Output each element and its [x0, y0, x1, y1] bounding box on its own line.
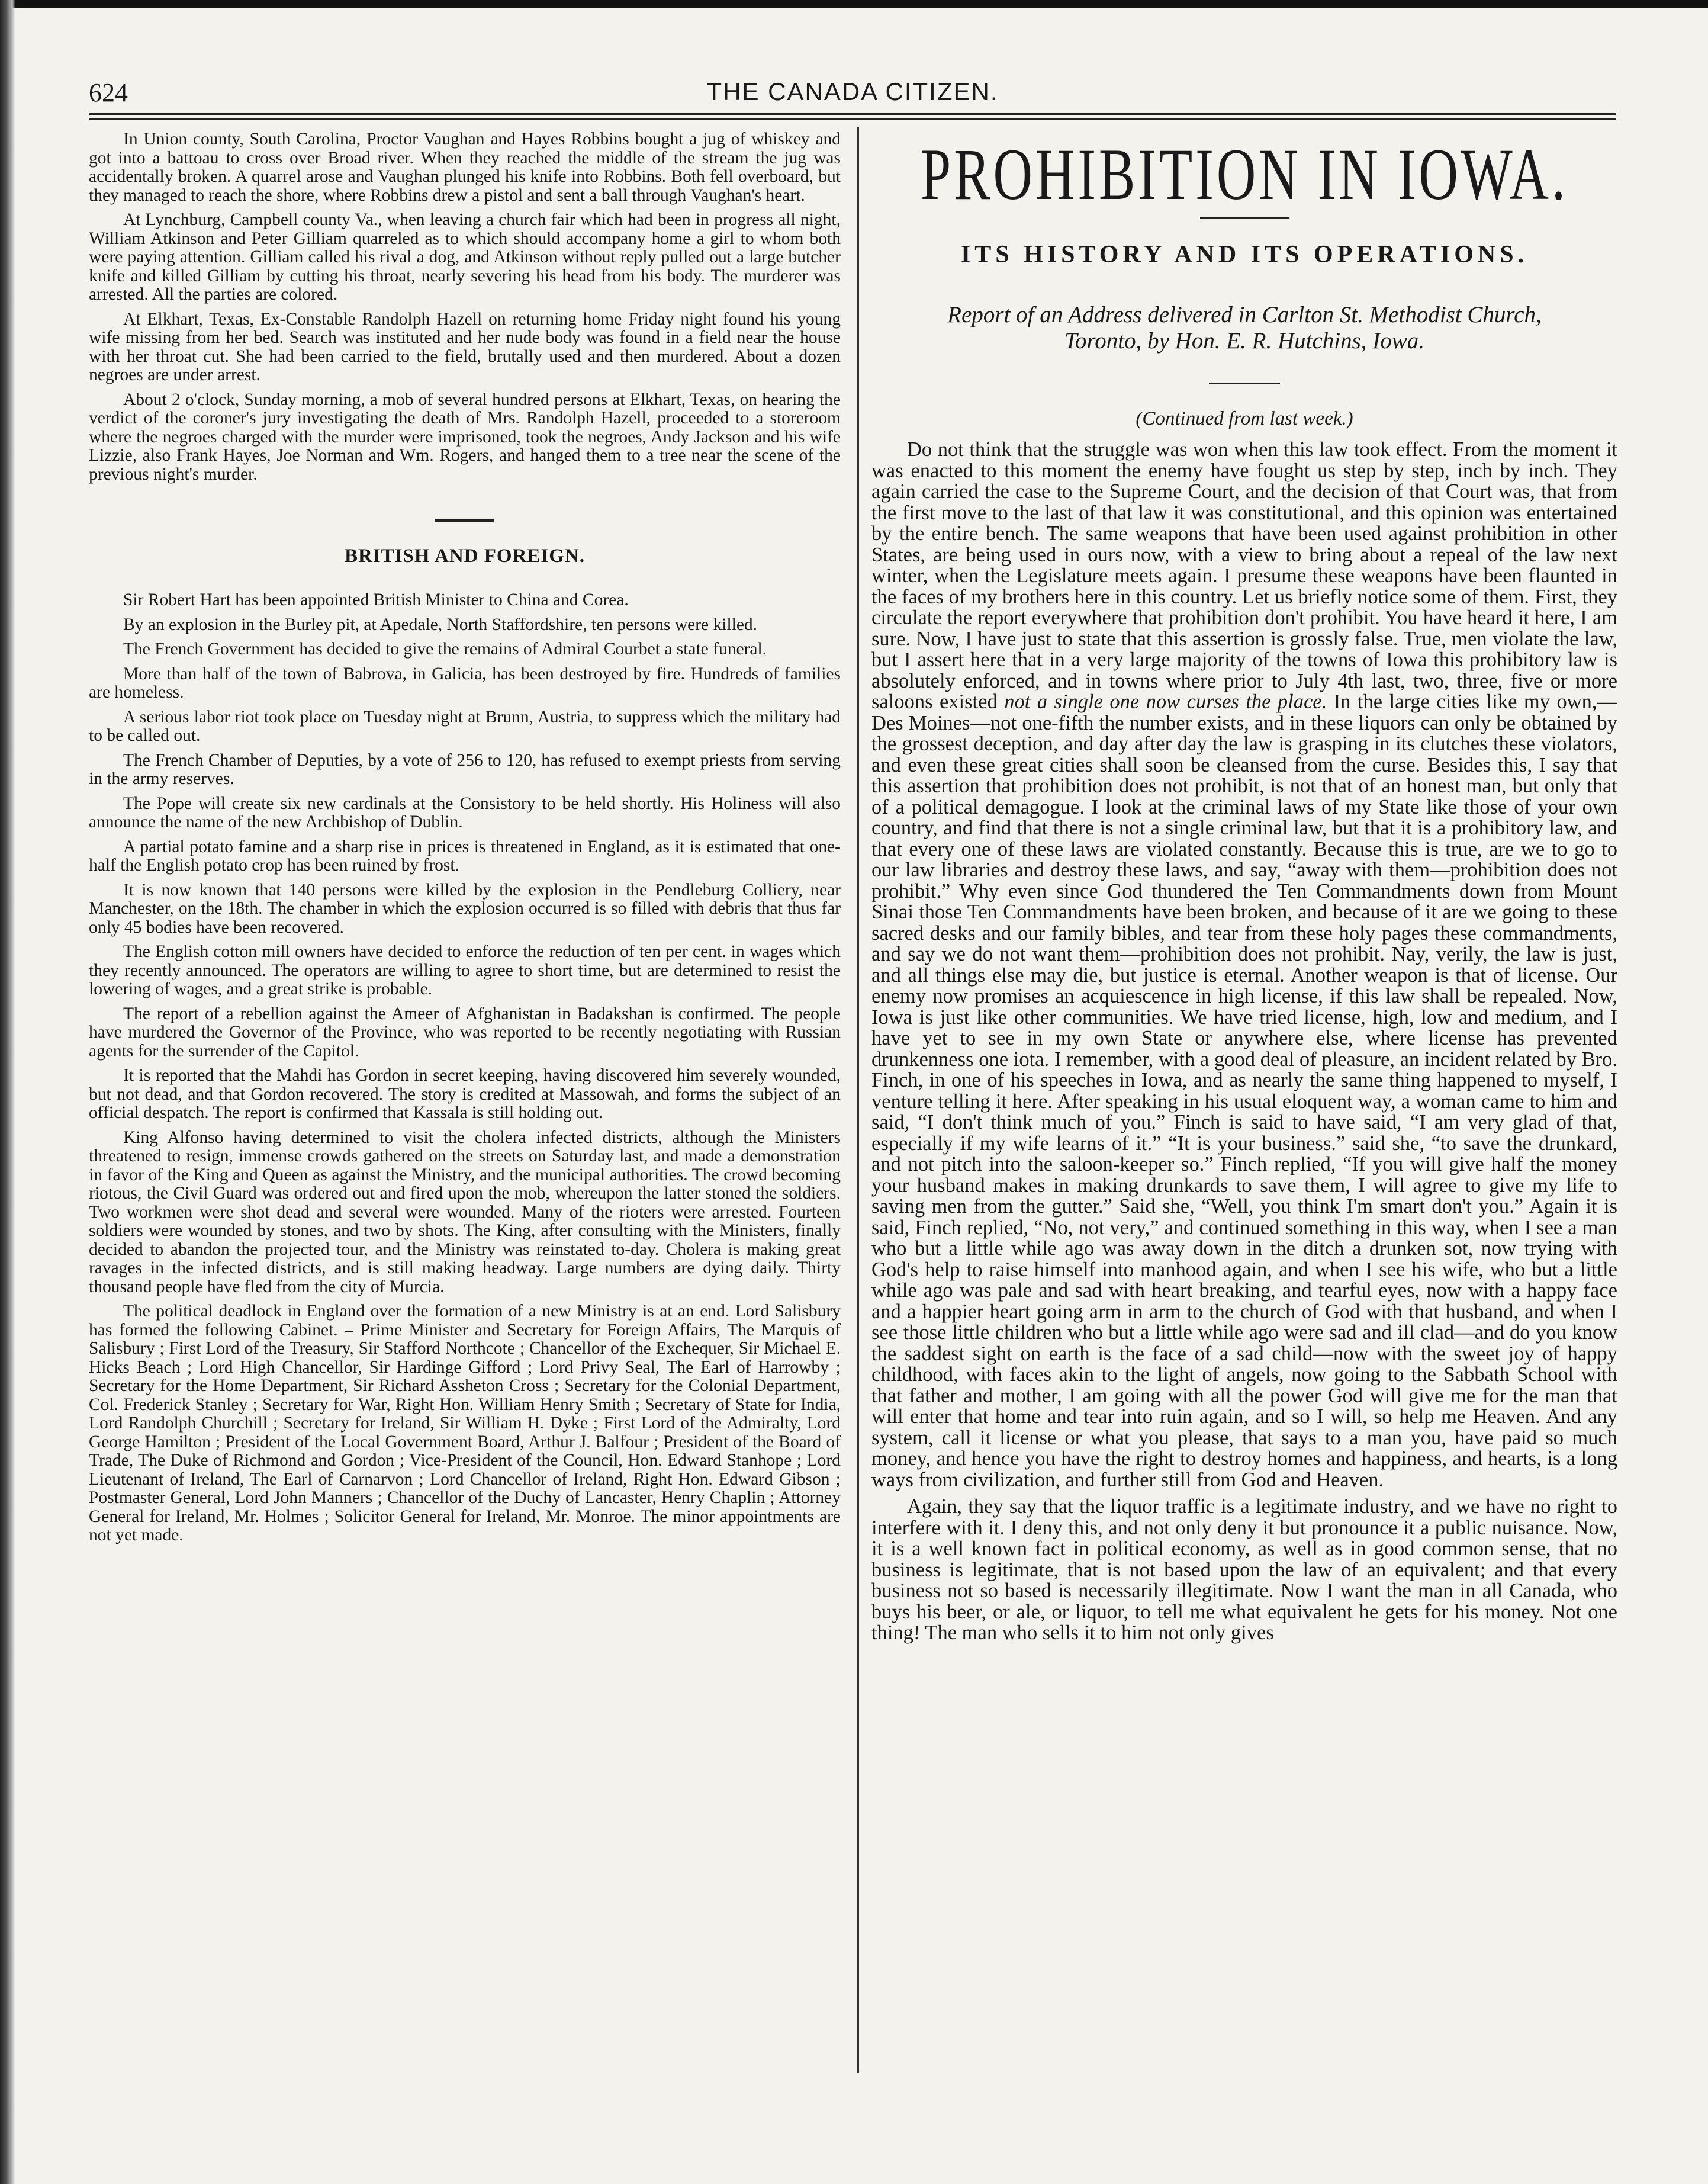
report-byline	[871, 302, 1617, 354]
foreign-item: It is reported that the Mahdi has Gordon in secret keeping, having discovered him severely wounded, but not dead, and that Gordon recovered. The story is credited at Massowah, and forms the subject of an official despatch. The report is confirmed that Kassala is still holding out.	[89, 1066, 841, 1122]
article-text: In the large cities like my own,—Des Moines—not one-fifth the number exists, and in these liquors can only be obtained by the grossest deception, and day after day the law is grasping in its clutches these violators, and even these great cities shall soon be cleansed from the curse. Besides this, I say that this assertion that prohibition does not prohibit, is not that of an honest man, but only that of a political demagogue. I look at the criminal laws of my State like those of your own country, and find that there is not a single criminal law, but that it is a prohibitory law, and that every one of these laws are violated constantly. Because this is true, are we to go to our law libraries and destroy these laws, and say, “away with them—prohibition does not prohibit.” Why even since God thundered the Ten Commandments down from Mount Sinai those Ten Commandments have been broken, and because of it are we going to these sacred desks and our family bibles, and tear from these holy pages these commandments, and say we do not want them—prohibition does not prohibit. Nay, verily, the law is just, and all things else may die, but justice is eternal. Another weapon is that of license. Our enemy now promises an acquiescence in high license, if this law shall be repealed. Now, Iowa is just like other communities. We have tried license, high, low and medium, and I have yet to see in my own State or anywhere else, where license has prevented drunkenness one iota. I remember, with a good deal of pleasure, an incident related by Bro. Finch, in one of his speeches in Iowa, and as nearly the same thing happened to myself, I venture telling it here. After speaking in his usual eloquent way, a woman came to him and said, “I don't think much of you.” Finch is said to have said, “I am very glad of that, especially if my wife learns of it.” “It is your business.” said she, “to save the drunkard, and not pitch into the saloon-keeper so.” Finch replied, “If you will give half the money your husband makes in making drunkards to save them, I will agree to give my life to saving men from the gutter.” Said she, “Well, you think I'm smart don't you.” Again it is said, Finch replied, “No, not very,” and continued something in this way, when I see a man who but a little while ago was away down in the ditch a drunken sot, now trying with God's help to raise himself into manhood again, and when I see his wife, who but a little while ago was pale and sad with heart breaking, and tearful eyes, now with a happy face and a happier heart going arm in arm to the church of God with that husband, and when I see those little children who but a little while ago were sad and ill clad—and do you know the saddest sight on earth is the face of a sad child—now with the sweet joy of happy childhood, with faces akin to the light of angels, now going to the Sabbath School with that father and mother, I am going with all the power God will give me for the man that will enter that home and tear into ruin again, and so I will, so help me Heaven. And any system, call it license or what you please, that says to a man you, have paid so much money, and hence you have the right to destroy homes and happiness, and hearts, is a long ways from civilization, and further still from God and Heaven.	[871, 690, 1617, 1491]
right-column	[871, 130, 1617, 2085]
foreign-item: The political deadlock in England over the formation of a new Ministry is at an end. Lord Salisbury has formed the following Cabinet. – Prime Minister and Secretary for Foreign Affairs, The Marquis of Salisbury ; First Lord of the Treasury, Sir Stafford Northcote ; Chancellor of the Exchequer, Sir Michael E. Hicks Beach ; Lord High Chancellor, Sir Hardinge Gifford ; Lord Privy Seal, The Earl of Harrowby ; Secretary for the Home Department, Sir Richard Assheton Cross ; Secretary for the Colonial Department, Col. Frederick Stanley ; Secretary for War, Right Hon. William Henry Smith ; Secretary of State for India, Lord Randolph Churchill ; Secretary for Ireland, Sir William H. Dyke ; First Lord of the Admiralty, Lord George Hamilton ; President of the Local Government Board, Arthur J. Balfour ; President of the Board of Trade, The Duke of Richmond and Gordon ; Vice-President of the Council, Hon. Edward Stanhope ; Lord Lieutenant of Ireland, The Earl of Carnarvon ; Lord Chancellor of Ireland, Right Hon. Edward Gibson ; Postmaster General, Lord John Manners ; Chancellor of the Duchy of Lancaster, Henry Chaplin ; Attorney General for Ireland, Mr. Holmes ; Solicitor General for Ireland, Mr. Monroe. The minor appointments are not yet made.	[89, 1302, 841, 1544]
news-item: In Union county, South Carolina, Proctor Vaughan and Hayes Robbins bought a jug of whiskey and got into a battoau to cross over Broad river. When they reached the middle of the stream the jug was accidentally broken. A quarrel arose and Vaughan plunged his knife into Robbins. Both fell overboard, but they managed to reach the shore, where Robbins drew a pistol and sent a ball through Vaughan's heart.	[89, 130, 841, 205]
header-rule-thin	[89, 118, 1616, 120]
foreign-item: The French Government has decided to give the remains of Admiral Courbet a state funeral.	[123, 640, 767, 659]
report-byline-line2: Toronto, by Hon. E. R. Hutchins, Iowa.	[1064, 328, 1425, 354]
left-column	[89, 130, 841, 2085]
foreign-item: The English cotton mill owners have decided to enforce the reduction of ten per cent. in wages which they recently announced. The operators are willing to agree to short time, but are determined to resist the lowering of wages, and a great strike is probable.	[89, 942, 841, 998]
article-text: Do not think that the struggle was won when this law took effect. From the moment it was enacted to this moment the enemy have fought us step by step, inch by inch. They again carried the case to the Supreme Court, and the decision of that Court was, that from the first move to the last of that law it was constitutional, and this opinion was entertained by the entire bench. The same weapons that have been used against prohibition in other States, are being used in ours now, with a view to bring about a repeal of the law next winter, when the Legislature meets again. I presume these weapons have been flaunted in the faces of my brothers here in this country. Let us briefly notice some of them. First, they circulate the report everywhere that prohibition don't prohibit. You have heard it here, I am sure. Now, I have just to state that this assertion is grossly false. True, men violate the law, but I assert here that in a very large majority of the towns of Iowa this prohibitory law is absolutely enforced, and in towns where prior to July 4th last, two, three, five or more saloons existed	[871, 438, 1617, 713]
page-header	[89, 74, 1616, 110]
page-binding-edge	[0, 0, 15, 2184]
news-item: At Lynchburg, Campbell county Va., when leaving a church fair which had been in progress all night, William Atkinson and Peter Gilliam quarreled as to which should accompany home a girl to whom both were paying attention. Gilliam called his rival a dog, and Atkinson without reply pulled out a large butcher knife and killed Gilliam by cutting his throat, nearly severing his head from his body. The murderer was arrested. All the parties are colored.	[89, 210, 841, 304]
header-rule	[89, 113, 1616, 115]
continued-note: (Continued from last week.)	[1136, 408, 1353, 429]
column-divider	[857, 127, 859, 2073]
foreign-item: The report of a rebellion against the Ameer of Afghanistan in Badakshan is confirmed. The people have murdered the Governor of the Province, who was reported to be recently negotiating with Russian agents for the surrender of the Capitol.	[89, 1004, 841, 1061]
article-paragraph: Again, they say that the liquor traffic is a legitimate industry, and we have no right to interfere with it. I deny this, and not only deny it but pronounce it a public nuisance. Now, it is a well known fact in political economy, as well as in good common sense, that no business is legitimate, that is not based upon the law of an equivalent; and that every business not so based is necessarily illegitimate. Now I want the man in all Canada, who buys his beer, or ale, or liquor, to tell me what equivalent he gets for his money. Not one thing! The man who sells it to him not only gives	[871, 1495, 1617, 1644]
section-title: BRITISH AND FOREIGN.	[345, 545, 585, 567]
masthead: THE CANADA CITIZEN.	[706, 78, 999, 105]
article-title: PROHIBITION IN IOWA.	[921, 133, 1568, 216]
foreign-item: More than half of the town of Babrova, in Galicia, has been destroyed by fire. Hundreds of families are homeless.	[89, 664, 841, 702]
foreign-item: The French Chamber of Deputies, by a vote of 256 to 120, has refused to exempt priests from serving in the army reserves.	[89, 750, 841, 788]
foreign-item: King Alfonso having determined to visit the cholera infected districts, although the Ministers threatened to resign, immense crowds gathered on the streets on Saturday last, and made a demonstration in favor of the King and Queen as against the Ministry, and the municipal authorities. The crowd becoming riotous, the Civil Guard was ordered out and fired upon the mob, whereupon the latter stoned the soldiers. Two workmen were shot dead and several were wounded. Many of the rioters were arrested. Fourteen soldiers were wounded by stones, and two by shots. The King, after consulting with the Ministers, finally decided to abandon the projected tour, and the Ministry was reinstated to-day. Cholera is making great ravages in the infected districts, and is still making headway. Large numbers are dying daily. Thirty thousand people have fled from the city of Murcia.	[89, 1128, 841, 1296]
article-emphasis: not a single one now curses the place.	[1004, 690, 1327, 713]
foreign-item: It is now known that 140 persons were killed by the explosion in the Pendleburg Colliery, near Manchester, on the 18th. The chamber in which the explosion occurred is so filled with debris that thus far only 45 bodies have been recovered.	[89, 880, 841, 937]
foreign-item: The Pope will create six new cardinals at the Consistory to be held shortly. His Holiness will also announce the name of the new Archbishop of Dublin.	[89, 794, 841, 831]
section-divider	[435, 519, 494, 522]
article-subtitle: ITS HISTORY AND ITS OPERATIONS.	[960, 241, 1529, 268]
article-paragraph	[871, 439, 1617, 1491]
byline-rule	[1209, 383, 1280, 384]
foreign-item: Sir Robert Hart has been appointed British Minister to China and Corea.	[123, 590, 629, 609]
foreign-item: A serious labor riot took place on Tuesday night at Brunn, Austria, to suppress which the military had to be called out.	[89, 707, 841, 745]
report-byline-line1: Report of an Address delivered in Carlton St. Methodist Church,	[947, 302, 1542, 327]
foreign-item: By an explosion in the Burley pit, at Apedale, North Staffordshire, ten persons were killed.	[123, 615, 758, 634]
foreign-item: A partial potato famine and a sharp rise in prices is threatened in England, as it is estimated that one-half the English potato crop has been ruined by frost.	[89, 837, 841, 875]
page-top-edge	[0, 0, 1708, 8]
page-number: 624	[89, 78, 128, 107]
news-item: About 2 o'clock, Sunday morning, a mob of several hundred persons at Elkhart, Texas, on hearing the verdict of the coroner's jury investigating the death of Mrs. Randolph Hazell, proceeded to a storeroom where the negroes charged with the murder were imprisoned, took the negroes, Andy Jackson and his wife Lizzie, also Frank Hayes, Joe Norman and Wm. Rogers, and hanged them to a tree near the scene of the previous night's murder.	[89, 390, 841, 484]
news-item: At Elkhart, Texas, Ex-Constable Randolph Hazell on returning home Friday night found his young wife missing from her bed. Search was instituted and her nude body was found in a field near the house with her throat cut. She had been carried to the field, brutally used and then murdered. About a dozen negroes are under arrest.	[89, 309, 841, 384]
